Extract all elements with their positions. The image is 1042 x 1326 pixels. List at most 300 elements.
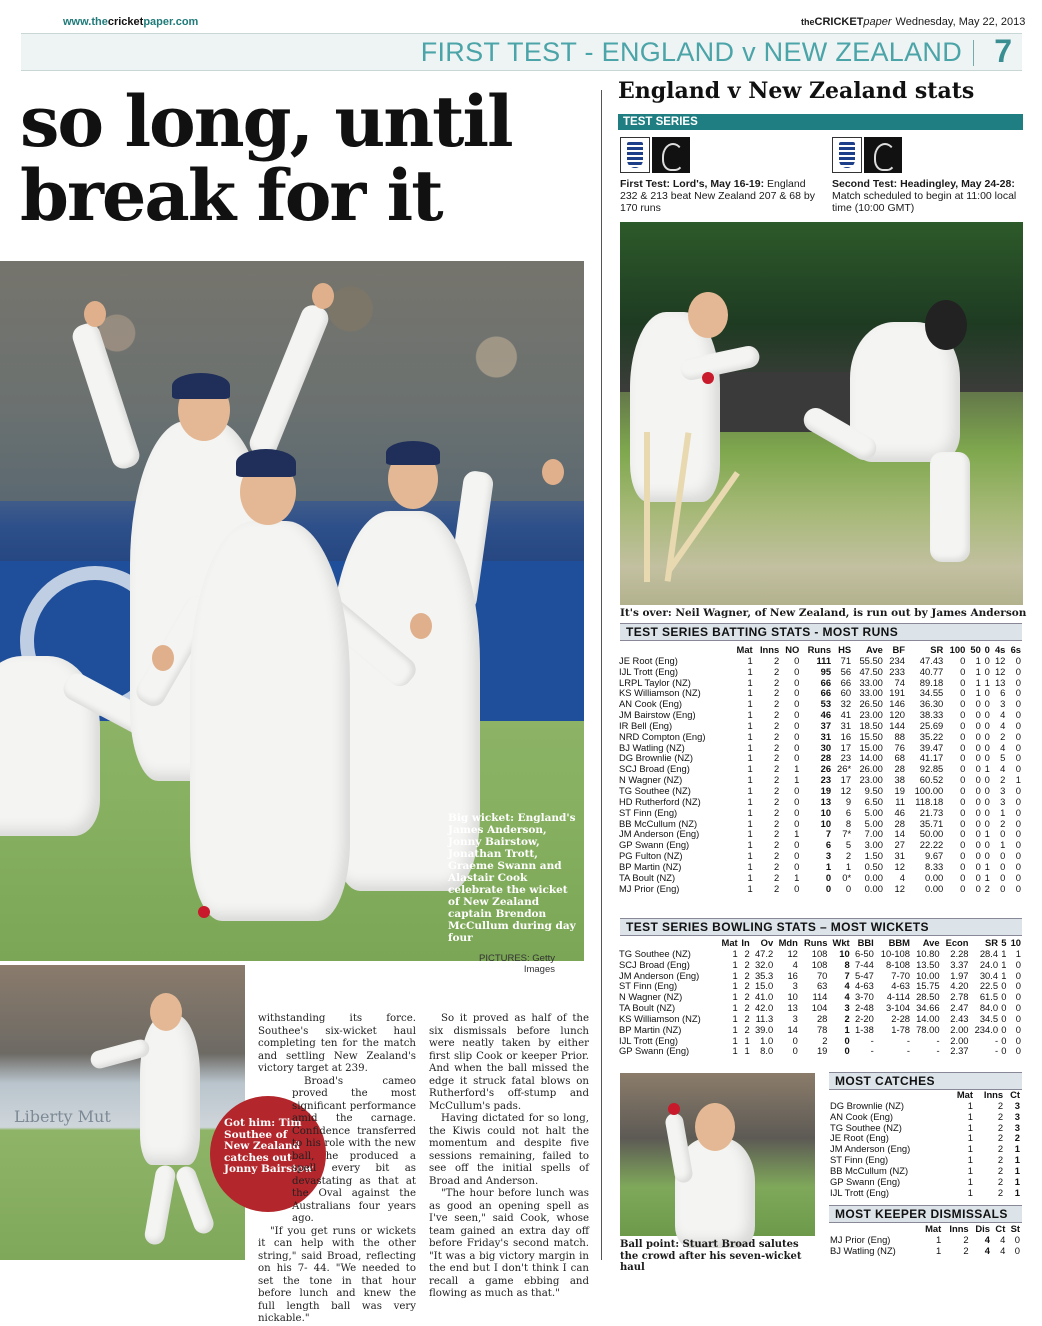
stat-cell: 9.50: [864, 784, 883, 796]
stat-cell: 6: [1000, 687, 1006, 699]
stat-cell: 66: [840, 676, 852, 688]
stat-cell: 66: [820, 687, 832, 699]
stat-cell: 3-70: [855, 991, 874, 1003]
column-header: Mdn: [778, 937, 798, 948]
stat-cell: 35.22: [919, 730, 944, 742]
stat-cell: 38: [894, 774, 905, 786]
player-name: JE Root (Eng): [830, 1132, 889, 1144]
stat-cell: 0: [1015, 676, 1021, 688]
stat-cell: 3: [1000, 784, 1006, 796]
player-name: BJ Watling (NZ): [619, 741, 685, 753]
stat-cell: 1: [747, 687, 753, 699]
stat-cell: 1: [967, 1164, 973, 1176]
player-name: MJ Prior (Eng): [830, 1233, 891, 1245]
player-name: HD Rutherford (NZ): [619, 795, 701, 807]
player-name: KS Williamson (NZ): [619, 1012, 701, 1024]
stat-cell: 2: [774, 730, 780, 742]
stat-cell: 88: [894, 730, 905, 742]
stat-cell: 0: [1000, 828, 1006, 840]
stat-cell: 0: [975, 871, 981, 883]
stat-cell: 2: [963, 1233, 969, 1245]
wagner-pads: [930, 452, 970, 562]
column-header: BF: [892, 644, 905, 655]
stat-cell: 1: [747, 676, 753, 688]
player-name: GP Swann (Eng): [619, 1045, 690, 1057]
stat-cell: 1: [967, 1110, 973, 1122]
main-photo-caption: Big wicket: England's James Anderson, Jonny Bairstow, Jonathan Trott, Graeme Swann and Alastair Cook celebrate the wicket of New Zealand captain Brendon McCullum during day four: [448, 812, 576, 944]
broad-caption: Ball point: Stuart Broad salutes the crowd after his seven-wicket haul: [620, 1239, 802, 1273]
stat-cell: 4-114: [886, 991, 910, 1003]
player-name: ST Finn (Eng): [619, 806, 678, 818]
stat-cell: 23: [840, 752, 852, 764]
stat-cell: 1: [1000, 839, 1006, 851]
banner-divider: [973, 40, 974, 66]
stats-title: England v New Zealand stats: [618, 78, 975, 104]
stat-cell: 3: [792, 980, 798, 992]
keeper-dismissals-table: [829, 1224, 1021, 1257]
stat-cell: 10-108: [880, 947, 910, 959]
stat-cell: 24.0: [979, 958, 999, 970]
stat-cell: 120: [889, 709, 905, 721]
stat-cell: 2: [984, 882, 990, 894]
player3-cap: [386, 441, 440, 465]
column-header: Mat: [956, 1089, 973, 1100]
column-header: 0: [984, 644, 990, 655]
article-paragraph: So it proved as half of the six dismissals before lunch were neatly taken by either first slip Cook or keeper Prior. And when the ball missed the edge it struck fatal blows on Rutherford's off-stump and McCullum's pads.: [429, 1013, 589, 1112]
stat-cell: 3: [844, 1002, 850, 1014]
stat-cell: 1-78: [891, 1023, 910, 1035]
stat-cell: 2: [997, 1132, 1004, 1144]
stat-cell: 46: [894, 806, 905, 818]
stat-cell: 2: [997, 1164, 1004, 1176]
stat-cell: 56: [840, 665, 852, 677]
stat-cell: 0: [1015, 1034, 1021, 1046]
stat-cell: 0: [1001, 991, 1007, 1003]
stat-cell: 1: [1015, 774, 1021, 786]
new-zealand-fern-icon: [864, 137, 902, 173]
stat-cell: 0: [1015, 741, 1021, 753]
stat-cell: 71: [840, 654, 852, 666]
stat-cell: 7-70: [891, 969, 910, 981]
stat-cell: 0: [984, 839, 990, 851]
player1-cap: [172, 373, 230, 399]
stat-cell: 41.0: [754, 991, 774, 1003]
player-name: AN Cook (Eng): [619, 698, 683, 710]
stat-cell: 8: [845, 817, 852, 829]
player2-left-fist: [152, 645, 174, 671]
player-name: JM Anderson (Eng): [619, 828, 700, 840]
stat-cell: 2.00: [950, 1023, 969, 1035]
stat-cell: 1: [967, 1132, 973, 1144]
stat-cell: 0: [975, 839, 981, 851]
stat-cell: 0: [1001, 1002, 1007, 1014]
stat-cell: 10: [820, 817, 832, 829]
stat-cell: -: [936, 1045, 940, 1057]
stat-cell: 100.00: [914, 784, 944, 796]
second-test-info: Second Test: Headingley, May 24-28: Match scheduled to begin at 11:00 local time (10:00 GMT): [832, 178, 1017, 214]
stat-cell: 15.50: [859, 730, 883, 742]
stat-cell: 3: [1000, 698, 1006, 710]
stat-cell: 1: [747, 871, 753, 883]
stat-cell: 1: [747, 795, 753, 807]
stat-cell: 0: [960, 850, 966, 862]
stat-cell: 2: [1014, 1132, 1020, 1144]
stat-cell: 0: [794, 665, 800, 677]
stat-cell: 0: [1015, 839, 1021, 851]
column-header: Ct: [995, 1223, 1006, 1234]
stat-cell: 31: [820, 730, 832, 742]
stat-cell: 0: [825, 882, 832, 894]
stat-cell: 46: [820, 709, 832, 721]
stat-cell: 1: [984, 871, 990, 883]
stat-cell: 0: [960, 817, 966, 829]
stat-cell: 34.55: [919, 687, 944, 699]
stat-cell: 2.43: [950, 1012, 969, 1024]
batting-stats-table: [618, 645, 1022, 894]
stat-cell: 2: [744, 1012, 750, 1024]
stat-cell: 0: [984, 774, 990, 786]
headline: [20, 80, 600, 237]
stat-cell: 41.17: [919, 752, 944, 764]
stat-cell: 1: [1014, 1175, 1020, 1187]
stat-cell: 2: [844, 1012, 850, 1024]
stat-cell: 2: [997, 1186, 1004, 1198]
stat-cell: 2: [997, 1154, 1004, 1166]
stat-cell: 95: [820, 665, 832, 677]
stat-cell: 0: [794, 654, 800, 666]
stat-cell: 53: [820, 698, 832, 710]
stat-cell: 16: [787, 969, 798, 981]
stat-cell: 0: [960, 719, 966, 731]
stat-cell: 1: [984, 676, 990, 688]
stat-cell: 1: [967, 1143, 973, 1155]
stat-cell: 0: [1015, 763, 1021, 775]
stat-cell: 19: [820, 784, 832, 796]
stat-cell: 2: [774, 709, 780, 721]
stat-cell: -: [906, 1034, 910, 1046]
stat-cell: 2: [774, 676, 780, 688]
stat-cell: 1: [844, 1023, 850, 1035]
stat-cell: 50.00: [919, 828, 944, 840]
stat-cell: 28: [894, 763, 905, 775]
stat-cell: 3-104: [886, 1002, 910, 1014]
stat-cell: 0: [1001, 1034, 1007, 1046]
stat-cell: 1: [975, 676, 981, 688]
stat-cell: 14.00: [916, 1012, 940, 1024]
stat-cell: 108: [811, 947, 828, 959]
stat-cell: 0: [975, 817, 981, 829]
stat-cell: 1.97: [950, 969, 969, 981]
stat-cell: 2: [744, 969, 750, 981]
masthead: theCRICKETpaper Wednesday, May 22, 2013: [801, 16, 1026, 28]
stat-cell: 17: [840, 774, 852, 786]
stat-cell: 3: [1014, 1099, 1020, 1111]
article-paragraph: Having dictated for so long, the Kiwis could not halt the momentum and despite five sessions remaining, failed to see off the initial spells of Broad and Anderson.: [429, 1113, 589, 1187]
stat-cell: 104: [811, 1002, 828, 1014]
table-row: [618, 667, 1022, 678]
player-name: IJL Trott (Eng): [619, 1034, 679, 1046]
stat-cell: 0: [1015, 882, 1021, 894]
stat-cell: 1: [984, 860, 990, 872]
column-header: BBM: [888, 937, 910, 948]
stat-cell: 0: [984, 806, 990, 818]
stump: [644, 432, 650, 582]
column-header: Econ: [945, 937, 969, 948]
player1-right-hand: [312, 283, 334, 309]
wagner-helmet: [925, 300, 967, 350]
stat-cell: 26.50: [859, 698, 883, 710]
stat-cell: 0: [975, 774, 981, 786]
stat-cell: 28.4: [979, 947, 999, 959]
stat-cell: 2.78: [950, 991, 969, 1003]
stat-cell: 0: [792, 1045, 798, 1057]
table-row: [618, 1025, 1022, 1036]
stat-cell: 0: [1015, 806, 1021, 818]
stat-cell: 2: [774, 741, 780, 753]
catch-caption-badge: Got him: Tim Southee of New Zealand catches out Jonny Bairstow: [210, 1096, 326, 1212]
column-header: Ct: [1010, 1089, 1020, 1100]
stat-cell: 0: [1015, 665, 1021, 677]
stat-cell: 28: [894, 817, 905, 829]
stat-cell: 14: [894, 828, 905, 840]
stat-cell: 70: [816, 969, 828, 981]
stat-cell: 3.00: [864, 839, 883, 851]
stat-cell: 1: [732, 1012, 738, 1024]
table-row: [618, 884, 1022, 895]
stat-cell: 2: [774, 719, 780, 731]
section-title: FIRST TEST - ENGLAND v NEW ZEALAND: [420, 37, 962, 67]
cricket-ball: [668, 1103, 680, 1115]
stat-cell: 1: [747, 784, 753, 796]
stat-cell: -: [994, 1034, 999, 1046]
table-row: [618, 808, 1022, 819]
stat-cell: 39.0: [754, 1023, 774, 1035]
stat-cell: 0: [845, 882, 852, 894]
stat-cell: 2: [774, 784, 780, 796]
stat-cell: 0: [960, 774, 966, 786]
stat-cell: 11: [895, 795, 905, 807]
stat-cell: 35.71: [919, 817, 944, 829]
stat-cell: 0: [975, 795, 981, 807]
column-header: Mat: [736, 644, 753, 655]
player-name: ST Finn (Eng): [619, 980, 678, 992]
stat-cell: 0: [1001, 1012, 1007, 1024]
stat-cell: 0: [825, 871, 832, 883]
stat-cell: 0: [960, 828, 966, 840]
anderson-head: [688, 292, 728, 338]
stat-cell: 0: [984, 817, 990, 829]
player3-fist: [542, 459, 564, 485]
player-name: BP Martin (NZ): [619, 860, 682, 872]
stat-cell: 2: [997, 1099, 1004, 1111]
article-paragraph: withstanding its force. Southee's six-wicket haul completing ten for the match and settling New Zealand's victory target at 239.: [258, 1013, 416, 1074]
stat-cell: 1: [1001, 969, 1007, 981]
stat-cell: 2.00: [950, 1034, 969, 1046]
stat-cell: 5: [1000, 752, 1006, 764]
stat-cell: 1: [732, 1023, 738, 1035]
stat-cell: 0: [960, 806, 966, 818]
stat-cell: 63: [816, 980, 828, 992]
section-banner: [21, 33, 1022, 71]
stat-cell: 2: [1000, 817, 1006, 829]
stat-cell: 0: [960, 763, 966, 775]
stat-cell: 146: [889, 698, 905, 710]
player-name: PG Fulton (NZ): [619, 850, 683, 862]
england-crest-icon: [620, 137, 650, 173]
stat-cell: 21.73: [919, 806, 944, 818]
column-header: Ave: [866, 644, 883, 655]
article-paragraph: Broad's cameo proved the most significant performance amid the carnage. Confidence transferred to his role with the new ball, he produced a spell every bit as devastating as that at the Oval against the Australians four years ago.: [292, 1075, 416, 1224]
stat-cell: 33.00: [859, 676, 883, 688]
column-header: St: [1010, 1223, 1020, 1234]
stat-cell: 22.5: [979, 980, 999, 992]
stat-cell: 4: [844, 980, 850, 992]
cricket-ball: [198, 906, 210, 918]
stat-cell: 3: [825, 850, 832, 862]
stat-cell: 2: [774, 665, 780, 677]
stat-cell: 2: [774, 871, 780, 883]
stat-cell: 7.00: [864, 828, 883, 840]
stat-cell: 2: [997, 1110, 1004, 1122]
stat-cell: 22.22: [919, 839, 944, 851]
stat-cell: 13: [787, 1002, 798, 1014]
headline-line-2: break for it: [20, 154, 442, 237]
stat-cell: 2: [774, 882, 780, 894]
stat-cell: 118.18: [915, 795, 944, 807]
stat-cell: -: [870, 1034, 874, 1046]
column-header: BBI: [857, 937, 874, 948]
table-row: [829, 1177, 1021, 1188]
stat-cell: 1: [747, 817, 753, 829]
table-row: [829, 1188, 1021, 1199]
stat-cell: 0: [1015, 991, 1021, 1003]
stat-cell: 2: [774, 817, 780, 829]
stat-cell: 1: [1001, 947, 1007, 959]
stat-cell: 0: [960, 784, 966, 796]
stat-cell: 11.3: [755, 1012, 774, 1024]
column-header: 100: [949, 644, 966, 655]
stat-cell: 2.37: [950, 1045, 969, 1057]
stat-cell: 19: [894, 784, 905, 796]
stat-cell: -: [994, 1045, 999, 1057]
stat-cell: 2.47: [950, 1002, 969, 1014]
stat-cell: 8.33: [925, 860, 944, 872]
player-name: N Wagner (NZ): [619, 774, 683, 786]
stat-cell: 1: [967, 1099, 973, 1111]
stat-cell: 0: [975, 860, 981, 872]
stat-cell: 0: [1015, 698, 1021, 710]
stat-cell: 28: [820, 752, 832, 764]
stat-cell: 0: [844, 1034, 850, 1046]
bowling-stats-header: TEST SERIES BOWLING STATS – MOST WICKETS: [620, 918, 1022, 936]
stat-cell: 4-63: [855, 980, 874, 992]
stat-cell: 1: [747, 730, 753, 742]
stat-cell: 1: [747, 828, 753, 840]
stat-cell: 0: [1015, 687, 1021, 699]
stat-cell: 2.28: [950, 947, 969, 959]
column-header: SR: [985, 937, 999, 948]
stat-cell: 0: [975, 709, 981, 721]
stat-cell: 0: [975, 763, 981, 775]
stat-cell: 84.0: [979, 1002, 999, 1014]
stat-cell: 0: [1015, 1023, 1021, 1035]
column-header: Ave: [922, 937, 940, 948]
stat-cell: 12: [894, 860, 905, 872]
batting-stats-header: TEST SERIES BATTING STATS - MOST RUNS: [620, 623, 1022, 641]
stat-cell: 0: [794, 860, 800, 872]
stat-cell: 78: [816, 1023, 828, 1035]
stat-cell: 4: [1000, 741, 1006, 753]
stat-cell: 1: [967, 1175, 973, 1187]
stat-cell: 0: [960, 882, 966, 894]
table-row: [829, 1112, 1021, 1123]
stat-cell: 0: [1015, 860, 1021, 872]
player-name: MJ Prior (Eng): [619, 882, 680, 894]
stat-cell: 7: [825, 828, 832, 840]
stat-cell: 2: [774, 687, 780, 699]
stat-cell: 1: [747, 654, 753, 666]
stat-cell: 0: [1015, 654, 1021, 666]
stat-cell: 3: [1014, 1121, 1020, 1133]
stat-cell: 0: [975, 784, 981, 796]
stat-cell: 0: [984, 709, 990, 721]
stat-cell: 4: [1000, 709, 1006, 721]
stat-cell: 0.00: [864, 871, 883, 883]
stat-cell: 1-38: [855, 1023, 874, 1035]
player-name: DG Brownlie (NZ): [619, 752, 693, 764]
column-header: Mat: [721, 937, 738, 948]
broad-head: [695, 1103, 735, 1151]
stat-cell: 0: [794, 839, 800, 851]
stat-cell: 60.52: [919, 774, 944, 786]
stat-cell: 0: [984, 665, 990, 677]
stat-cell: 0: [794, 784, 800, 796]
table-row: [618, 960, 1022, 971]
run-out-caption: It's over: Neil Wagner, of New Zealand, is run out by James Anderson: [620, 607, 1027, 619]
stat-cell: 5-47: [855, 969, 874, 981]
stat-cell: 41: [840, 709, 852, 721]
stat-cell: 23.00: [859, 709, 883, 721]
stat-cell: 1: [794, 828, 800, 840]
player-name: BJ Watling (NZ): [830, 1244, 896, 1256]
column-header: NO: [785, 644, 800, 655]
player-name: IJL Trott (Eng): [830, 1186, 890, 1198]
article-paragraph: "If you get runs or wickets it can help with the other string," said Broad, reflecting on his 7- 44. "We needed to set the tone in that hour before lunch and knew the full length ball was very nickable.": [258, 1225, 416, 1324]
player-name: GP Swann (Eng): [619, 839, 690, 851]
stat-cell: 6-50: [855, 947, 874, 959]
player-name: JM Anderson (Eng): [830, 1143, 911, 1155]
stat-cell: 13: [994, 676, 1006, 688]
stat-cell: 0: [1015, 871, 1021, 883]
column-divider: [601, 90, 602, 1260]
stat-cell: 4: [899, 871, 905, 883]
stat-cell: 0: [984, 795, 990, 807]
stat-cell: 4.20: [950, 980, 969, 992]
column-header: In: [741, 937, 750, 948]
stat-cell: 2: [997, 1121, 1004, 1133]
stat-cell: 1: [747, 719, 753, 731]
stat-cell: 0: [1001, 1045, 1007, 1057]
stat-cell: 1: [1014, 1154, 1020, 1166]
stat-cell: 0: [984, 698, 990, 710]
stat-cell: 23.00: [859, 774, 883, 786]
stat-cell: 4-63: [891, 980, 910, 992]
stat-cell: -: [870, 1045, 874, 1057]
stat-cell: 0: [975, 752, 981, 764]
stat-cell: -: [906, 1045, 910, 1057]
stat-cell: 0.00: [925, 871, 944, 883]
stat-cell: 0.00: [925, 882, 944, 894]
